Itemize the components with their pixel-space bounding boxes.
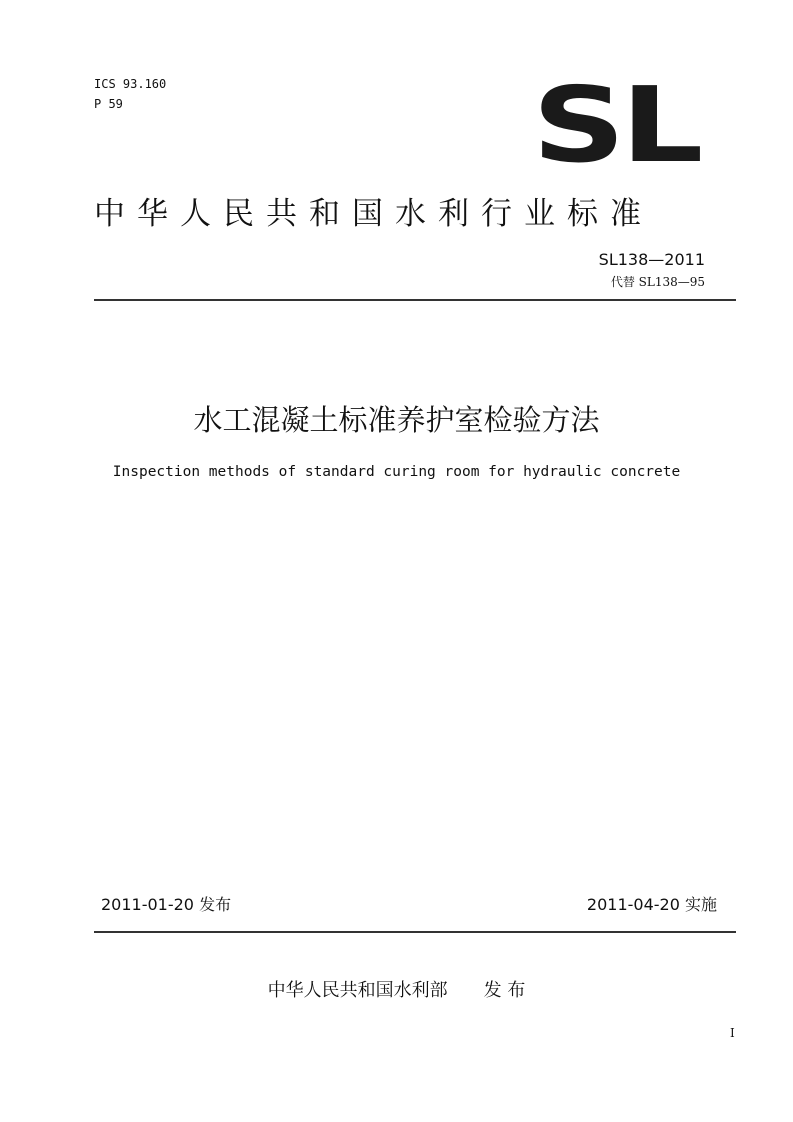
bottom-divider xyxy=(94,931,736,933)
standard-code: SL138—2011 xyxy=(598,250,705,269)
publish-date: 2011-01-20 发布 xyxy=(101,895,232,914)
ics-code: ICS 93.160 xyxy=(94,77,167,91)
org-title: 中华人民共和国水利行业标准 xyxy=(94,196,653,232)
implement-date: 2011-04-20 实施 xyxy=(586,895,717,914)
page-number: I xyxy=(730,1026,735,1040)
ccs-code: P 59 xyxy=(94,97,123,111)
replaces-code: 代替 SL138—95 xyxy=(610,275,705,289)
classification-codes xyxy=(94,74,166,114)
top-divider xyxy=(94,299,736,301)
title-en: Inspection methods of standard curing room for hydraulic concrete xyxy=(112,464,681,480)
title-cn: 水工混凝土标准养护室检验方法 xyxy=(193,403,600,437)
issuer: 中华人民共和国水利部 发 布 xyxy=(267,980,526,1001)
sl-logo: SL xyxy=(532,64,699,186)
